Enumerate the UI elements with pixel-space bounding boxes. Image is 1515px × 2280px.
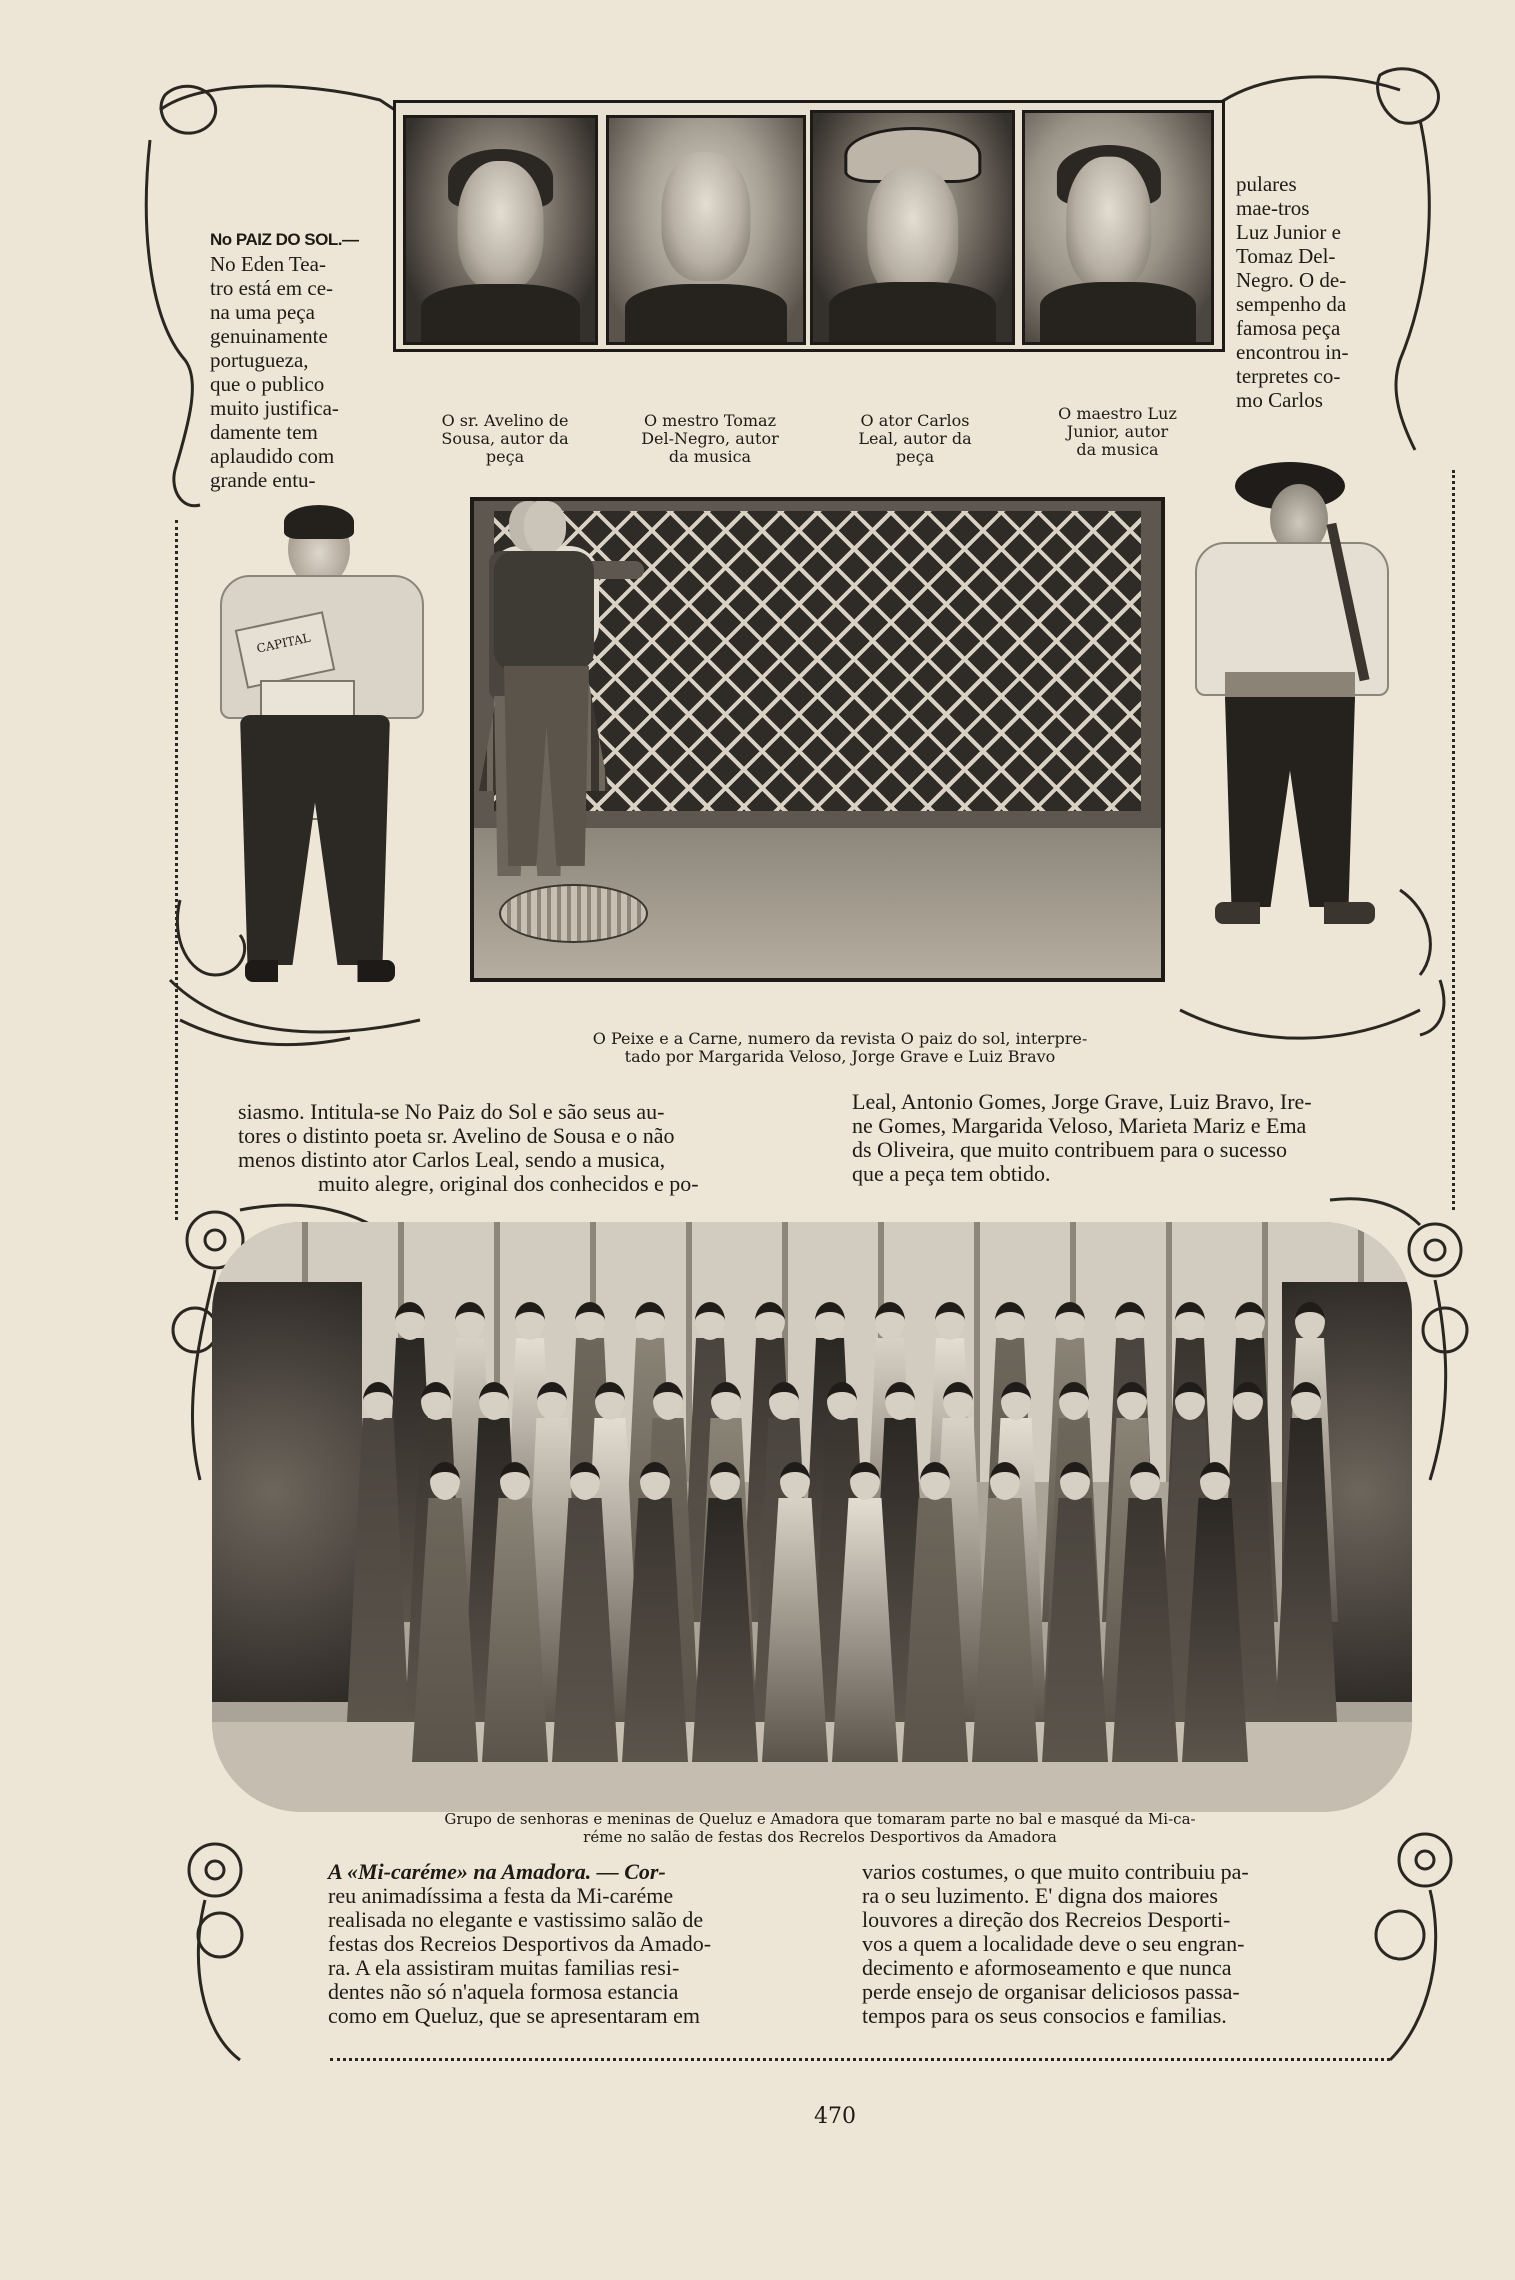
person-head: [1130, 1462, 1160, 1500]
group-person: [1275, 1382, 1337, 1722]
group-caption: [300, 1810, 1340, 1846]
person-head: [1235, 1302, 1265, 1340]
person-head: [1059, 1382, 1089, 1420]
text-line: tro está em ce-: [210, 276, 334, 300]
person-head: [500, 1462, 530, 1500]
text-line: aplaudido com: [210, 444, 335, 468]
person-head: [711, 1382, 741, 1420]
person-head: [920, 1462, 950, 1500]
text-line: sempenho da: [1236, 292, 1347, 316]
text-line: terpretes co-: [1236, 364, 1341, 388]
group-people: [212, 1222, 1412, 1812]
portrait-photo-luz: [1022, 110, 1214, 345]
stage-caption: [500, 1030, 1180, 1066]
person-dress: [622, 1498, 688, 1762]
caption-line: da musica: [1076, 440, 1159, 459]
text-line: ne Gomes, Margarida Veloso, Marieta Mariz e Ema: [852, 1113, 1307, 1138]
person-head: [1200, 1462, 1230, 1500]
person-dress: [832, 1498, 898, 1762]
person-dress: [1042, 1498, 1108, 1762]
dotted-rule-left: [175, 520, 178, 1220]
caption-line: Sousa, autor da: [441, 429, 569, 448]
person-head: [1175, 1382, 1205, 1420]
person-head: [1001, 1382, 1031, 1420]
person-head: [421, 1382, 451, 1420]
text-line: ra o seu luzimento. E' digna dos maiores: [862, 1883, 1218, 1908]
text-line: vos a quem a localidade deve o seu engran-: [862, 1931, 1245, 1956]
group-person: [347, 1382, 409, 1722]
person-head: [755, 1302, 785, 1340]
dotted-rule-bottom: [330, 2058, 1390, 2061]
text-line: muito justifica-: [210, 396, 339, 420]
text-line: mae-tros: [1236, 196, 1310, 220]
group-person: [762, 1462, 828, 1762]
caption-line: Grupo de senhoras e meninas de Queluz e Amadora que tomaram parte no bal e masqué da Mi-ca-: [444, 1810, 1196, 1828]
caption-line: Leal, autor da: [858, 429, 972, 448]
dotted-rule-right: [1452, 470, 1455, 1210]
person-head: [695, 1302, 725, 1340]
person-dress: [412, 1498, 478, 1762]
middle-text-right: [852, 1090, 1422, 1186]
figure-shoes: [245, 960, 395, 982]
person-head: [780, 1462, 810, 1500]
portrait-photo-carlos: [810, 110, 1015, 345]
stage-photo: [470, 497, 1165, 982]
caption-line: O maestro Luz: [1058, 404, 1177, 423]
person-head: [395, 1302, 425, 1340]
text-line: muito alegre, original dos conhecidos e po-: [318, 1171, 699, 1196]
figure-hair: [284, 505, 354, 539]
person-dress: [972, 1498, 1038, 1762]
group-person: [1112, 1462, 1178, 1762]
bottom-text-right: [862, 1860, 1342, 2028]
group-person: [972, 1462, 1038, 1762]
person-head: [575, 1302, 605, 1340]
group-person: [412, 1462, 478, 1762]
group-person: [902, 1462, 968, 1762]
person-dress: [762, 1498, 828, 1762]
section-heading: No PAIZ DO SOL.—: [210, 230, 359, 249]
group-person: [552, 1462, 618, 1762]
text-line: menos distinto ator Carlos Leal, sendo a musica,: [238, 1147, 666, 1172]
bottom-text-left: [328, 1860, 818, 2028]
person-head: [1060, 1462, 1090, 1500]
group-person: [832, 1462, 898, 1762]
figure-trousers: [1225, 697, 1355, 907]
text-line: portugueza,: [210, 348, 309, 372]
text-line: realisada no elegante e vastissimo salão de: [328, 1907, 704, 1932]
person-head: [990, 1462, 1020, 1500]
newspaper-capital: CAPITAL: [235, 611, 336, 688]
person-head: [479, 1382, 509, 1420]
caption-line: O ator Carlos: [860, 411, 970, 430]
group-person: [482, 1462, 548, 1762]
group-person: [692, 1462, 758, 1762]
person-head: [640, 1462, 670, 1500]
caption-line: peça: [895, 447, 935, 466]
person-head: [710, 1462, 740, 1500]
newspaper-seller-figure: [200, 505, 440, 1005]
text-line: mo Carlos: [1236, 388, 1323, 412]
text-line: siasmo. Intitula-se No Paiz do Sol e são seus au-: [238, 1099, 665, 1124]
text-line: perde ensejo de organisar deliciosos passa-: [862, 1979, 1240, 2004]
hat-man-figure: [1175, 462, 1415, 952]
person-head: [769, 1382, 799, 1420]
portrait-caption-avelino: [410, 412, 600, 466]
portrait-caption-carlos: [820, 412, 1010, 466]
intro-column-left: [210, 228, 385, 492]
caption-line: réme no salão de festas dos Recrelos Desportivos da Amadora: [583, 1828, 1057, 1846]
text-line: como em Queluz, que se apresentaram em: [328, 2003, 701, 2028]
text-line: ra. A ela assistiram muitas familias resi-: [328, 1955, 680, 1980]
person-dress: [1112, 1498, 1178, 1762]
person-head: [455, 1302, 485, 1340]
person-head: [995, 1302, 1025, 1340]
person-head: [635, 1302, 665, 1340]
text-line: Leal, Antonio Gomes, Jorge Grave, Luiz Bravo, Ire-: [852, 1089, 1312, 1114]
person-dress: [1275, 1418, 1337, 1722]
portrait-photo-avelino: [403, 115, 598, 345]
person-head: [885, 1382, 915, 1420]
text-line: dentes não só n'aquela formosa estancia: [328, 1979, 679, 2004]
page-number: 470: [814, 2104, 856, 2129]
text-line: Tomaz Del-: [1236, 244, 1336, 268]
text-line: ds Oliveira, que muito contribuem para o sucesso: [852, 1137, 1288, 1162]
text-line: pulares: [1236, 172, 1297, 196]
intro-column-right: [1236, 172, 1396, 412]
caption-line: O Peixe e a Carne, numero da revista O paiz do sol, interpre-: [592, 1029, 1088, 1048]
person-head: [1175, 1302, 1205, 1340]
text-line: encontrou in-: [1236, 340, 1349, 364]
person-head: [1291, 1382, 1321, 1420]
stage-basket: [499, 884, 648, 943]
caption-line: Del-Negro, autor: [641, 429, 779, 448]
person-dress: [902, 1498, 968, 1762]
text-line: grande entu-: [210, 468, 316, 492]
text-line: tempos para os seus consocios e familias.: [862, 2003, 1227, 2028]
person-head: [653, 1382, 683, 1420]
person-head: [943, 1382, 973, 1420]
text-line: genuinamente: [210, 324, 328, 348]
person-head: [570, 1462, 600, 1500]
caption-line: O mestro Tomaz: [643, 411, 777, 430]
person-head: [595, 1382, 625, 1420]
portrait-caption-tomaz: [610, 412, 810, 466]
portrait-caption-luz: [1020, 405, 1215, 459]
person-head: [827, 1382, 857, 1420]
person-head: [875, 1302, 905, 1340]
caption-line: da musica: [668, 447, 752, 466]
text-line: na uma peça: [210, 300, 315, 324]
person-head: [1117, 1382, 1147, 1420]
text-line: varios costumes, o que muito contribuiu pa-: [862, 1859, 1249, 1884]
person-dress: [1182, 1498, 1248, 1762]
person-head: [430, 1462, 460, 1500]
article-heading-line: A «Mi-caréme» na Amadora. — Cor-: [328, 1859, 666, 1884]
person-head: [815, 1302, 845, 1340]
person-head: [935, 1302, 965, 1340]
person-dress: [482, 1498, 548, 1762]
caption-line: peça: [485, 447, 525, 466]
middle-text-left: [238, 1100, 808, 1196]
caption-line: Junior, autor: [1066, 422, 1169, 441]
person-head: [363, 1382, 393, 1420]
figure-shoes-pair: [1215, 902, 1375, 924]
group-person: [622, 1462, 688, 1762]
caption-line: O sr. Avelino de: [441, 411, 569, 430]
group-person: [1042, 1462, 1108, 1762]
portrait-photo-tomaz: [606, 115, 806, 345]
group-photo: [212, 1222, 1412, 1812]
text-line: Negro. O de-: [1236, 268, 1347, 292]
text-line: louvores a direção dos Recreios Desporti-: [862, 1907, 1231, 1932]
person-dress: [347, 1418, 409, 1722]
person-head: [1295, 1302, 1325, 1340]
text-line: tores o distinto poeta sr. Avelino de Sousa e o não: [238, 1123, 675, 1148]
person-head: [1115, 1302, 1145, 1340]
person-head: [515, 1302, 545, 1340]
text-line: damente tem: [210, 420, 318, 444]
person-dress: [552, 1498, 618, 1762]
text-line: Luz Junior e: [1236, 220, 1341, 244]
figure-trousers: [240, 715, 390, 965]
text-line: que o publico: [210, 372, 325, 396]
caption-line: tado por Margarida Veloso, Jorge Grave e Luiz Bravo: [624, 1047, 1056, 1066]
person-head: [850, 1462, 880, 1500]
text-line: No Eden Tea-: [210, 252, 326, 276]
text-line: reu animadíssima a festa da Mi-caréme: [328, 1883, 674, 1908]
text-line: famosa peça: [1236, 316, 1341, 340]
text-line: que a peça tem obtido.: [852, 1161, 1051, 1186]
text-line: decimento e aformoseamento e que nunca: [862, 1955, 1232, 1980]
person-head: [1233, 1382, 1263, 1420]
person-head: [1055, 1302, 1085, 1340]
person-dress: [692, 1498, 758, 1762]
group-person: [1182, 1462, 1248, 1762]
person-head: [537, 1382, 567, 1420]
text-line: festas dos Recreios Desportivos da Amado-: [328, 1931, 712, 1956]
